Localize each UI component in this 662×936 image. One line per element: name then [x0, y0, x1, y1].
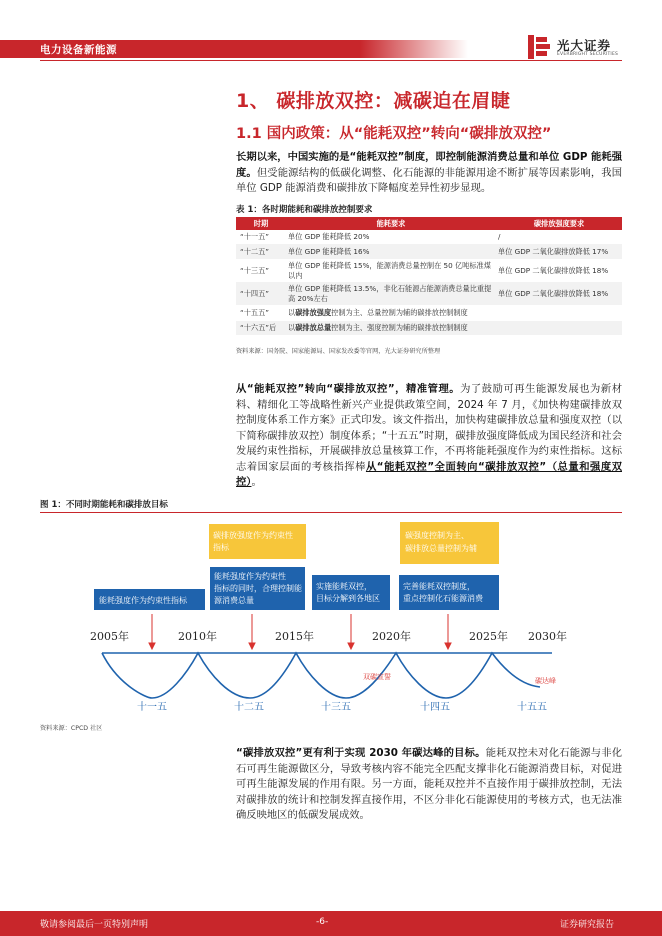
table-cell-carbon: 单位 GDP 二氧化碳排放降低 17%	[498, 246, 609, 256]
table-row	[236, 321, 622, 336]
year-label: 2030年	[528, 630, 567, 643]
timeline-box-text: 能耗强度作为约束性指标	[99, 596, 187, 605]
merged-suffix: 控制为主、强度控制为辅的碳排放控制制度	[331, 323, 468, 333]
figure-rule	[40, 512, 622, 513]
year-label: 2025年	[469, 630, 508, 643]
timeline-box-text: 实施能耗双控，	[316, 582, 372, 591]
header-section-title: 电力设备新能源	[40, 44, 117, 56]
merged-bold: 碳排放总量	[295, 323, 332, 333]
timeline-box-text: 指标的同时，合理控制能	[214, 584, 302, 593]
figure-source: 资料来源：CPCD 社区	[40, 725, 103, 732]
header-rule	[40, 60, 622, 61]
timeline-box	[312, 575, 390, 610]
table-row	[236, 260, 622, 282]
timeline-box-text: 碳排放总量控制为辅	[405, 544, 477, 553]
table-row	[236, 282, 622, 306]
table-cell-period: “十一五”	[240, 231, 270, 241]
table-header-energy: 能耗要求	[376, 218, 406, 228]
merged-prefix: 以	[288, 308, 296, 318]
table-header-carbon: 碳排放强度要求	[533, 218, 585, 228]
period-labels	[137, 700, 547, 713]
timeline-box-text: 重点控制化石能源消费	[403, 594, 483, 603]
period-label: 十四五	[420, 702, 450, 713]
table-cell-merged	[286, 323, 622, 333]
policy-paragraph	[236, 382, 622, 491]
everbright-logo-icon	[526, 34, 554, 60]
year-label: 2010年	[178, 630, 217, 643]
table-cell-carbon: /	[498, 231, 501, 241]
conclusion-paragraph-text: 能耗双控未对化石能源与非化石可再生能源做区分，导致考核内容不能完全匹配支撑非化石能源消费目标，对促进可再生能源发展的作用有限。另一方面，能耗双控并不直接作用于碳排放控制，无法对碳排放的统计和控制发挥直接作用，不区分非化石能源使用的考核方式，也无法准确反映地区的低碳发展成效。	[236, 747, 622, 821]
period-label: 十二五	[234, 702, 264, 713]
logo-chinese-name: 光大证券	[557, 38, 612, 53]
table-header-row	[236, 217, 622, 230]
year-label: 2020年	[372, 630, 411, 643]
period-label: 十三五	[321, 702, 351, 713]
timeline-box	[399, 575, 499, 610]
year-label: 2005年	[90, 630, 129, 643]
header-bar-fade	[360, 40, 468, 58]
control-requirements-table	[236, 217, 622, 336]
table-row	[236, 244, 622, 260]
policy-paragraph-end: 。	[251, 476, 262, 488]
arrow-down-icon	[249, 643, 255, 649]
table-source: 资料来源：国务院、国家能源局、国家发改委等官网，光大证券研究所整理	[236, 348, 441, 355]
table-title: 表 1：各时期能耗和碳排放控制要求	[236, 205, 373, 215]
policy-paragraph-text: 为了鼓励可再生能源发展也为新材料、精细化工等战略性新兴产业提供政策空间，2024 年 7 月，《加快构建碳排放双控制度体系工作方案》正式印发。该文件指出，加快构建碳排放总量和强度双控（以下简称碳排放双控）制度体系；“十五五”时期，碳排放强度降低成为国民经济和社会发展约束性指标，开展碳排放总量核算工作，不再将能耗强度作为约束性指标。这标志着国家层面的考核指挥棒	[236, 383, 622, 473]
timeline-box-text: 指标	[213, 543, 229, 552]
timeline-wave	[102, 653, 540, 698]
footer-report-type: 证券研究报告	[560, 920, 615, 930]
table-cell-carbon: 单位 GDP 二氧化碳排放降低 18%	[498, 288, 609, 298]
table-cell-energy: 单位 GDP 能耗降低 20%	[288, 231, 370, 241]
arrow-down-icon	[348, 643, 354, 649]
table-cell-energy: 单位 GDP 能耗降低 15%，能源消费总量控制在 50 亿吨标准煤以内	[288, 261, 491, 280]
year-labels	[90, 629, 567, 643]
arrow-down-icon	[445, 643, 451, 649]
intro-paragraph	[236, 150, 622, 197]
year-label: 2015年	[275, 630, 314, 643]
timeline-box-highlight	[400, 522, 499, 564]
timeline-box-text: 能耗强度作为约束性	[214, 572, 286, 581]
table-cell-energy: 单位 GDP 能耗降低 13.5%，非化石能源占能源消费总量比重提高 20%左右	[288, 284, 492, 303]
period-label: 十一五	[137, 702, 167, 713]
conclusion-paragraph-bold: “碳排放双控”更有利于实现 2030 年碳达峰的目标。	[236, 747, 486, 759]
merged-prefix: 以	[288, 323, 296, 333]
policy-timeline-figure	[80, 519, 580, 719]
policy-paragraph-underline: 从“能耗双控”全面转向“碳排放双控”（总量和强度双控）	[236, 460, 622, 488]
table-cell-period: “十五五”	[240, 308, 270, 317]
subsection-heading: 1.1 国内政策：从“能耗双控”转向“碳排放双控”	[236, 126, 552, 142]
table-row	[236, 306, 622, 321]
timeline-box-text: 碳排放强度作为约束性	[213, 531, 293, 540]
intro-paragraph-text: 但受能源结构的低碳化调整、化石能源的非能源用途不断扩展等因素影响，我国单位 GDP 能源消费和碳排放下降幅度差异性初步显现。	[236, 166, 623, 194]
peak-label: 碳达峰	[535, 677, 556, 685]
period-label: 十五五	[517, 702, 547, 713]
peak-label: 双碳宣誓	[363, 673, 391, 681]
table-cell-period: “十三五”	[240, 265, 270, 275]
conclusion-paragraph	[236, 746, 622, 824]
timeline-box-text: 碳强度控制为主、	[405, 531, 469, 540]
figure-title: 图 1：不同时期能耗和碳排放目标	[40, 500, 168, 510]
logo-english-name: EVERBRIGHT SECURITIES	[557, 52, 619, 57]
policy-paragraph-bold: 从“能耗双控”转向“碳排放双控”，精准管理。	[236, 383, 461, 395]
table-cell-carbon: 单位 GDP 二氧化碳排放降低 18%	[498, 265, 609, 275]
timeline-box-highlight	[209, 524, 306, 559]
table-cell-merged	[286, 308, 622, 318]
table-row	[236, 230, 622, 244]
table-cell-period: “十四五”	[240, 288, 270, 298]
footer-page-number: -6-	[316, 917, 329, 927]
table-cell-period: “十六五”后	[240, 323, 277, 332]
section-heading: 1、 碳排放双控：减碳迫在眉睫	[236, 90, 511, 112]
timeline-box-text: 源消费总量	[214, 596, 254, 605]
footer-disclaimer: 敬请参阅最后一页特别声明	[40, 920, 149, 930]
merged-bold: 碳排放强度	[295, 308, 332, 318]
merged-suffix: 控制为主、总量控制为辅的碳排放控制制度	[331, 308, 468, 318]
timeline-box-text: 完善能耗双控制度，	[403, 582, 475, 591]
table-cell-period: “十二五”	[240, 246, 270, 256]
table-cell-energy: 单位 GDP 能耗降低 16%	[288, 246, 370, 256]
arrow-down-icon	[149, 643, 155, 649]
intro-paragraph-bold: 长期以来，中国实施的是“能耗双控”制度，即控制能源消费总量和单位 GDP 能耗强度。	[236, 151, 622, 179]
timeline-box-text: 目标分解到各地区	[316, 594, 380, 603]
table-header-period: 时期	[253, 218, 269, 228]
